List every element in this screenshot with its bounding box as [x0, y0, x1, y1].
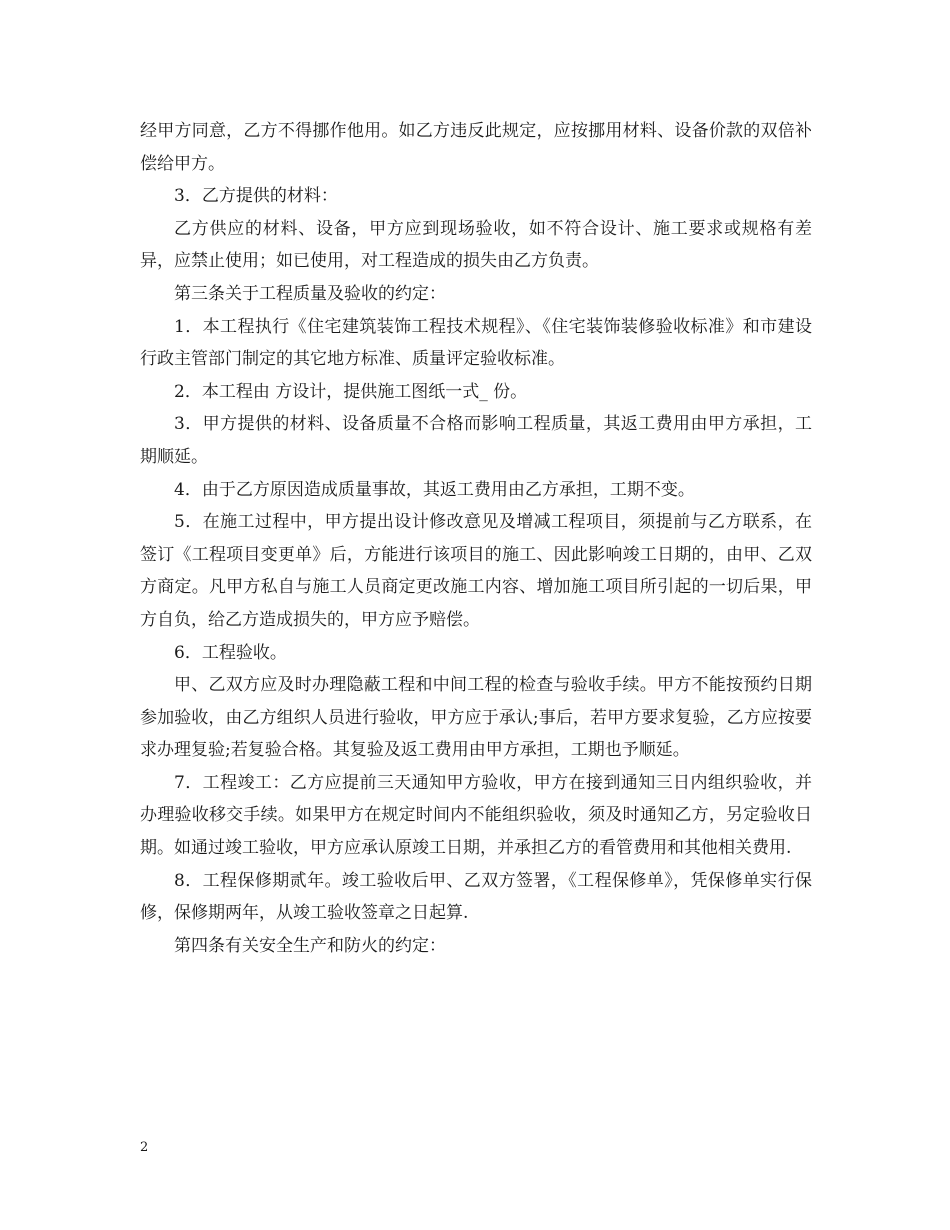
paragraph-8: 4．由于乙方原因造成质量事故，其返工费用由乙方承担，工期不变。 — [174, 479, 695, 500]
paragraph-14: 第四条有关安全生产和防火的约定： — [174, 935, 446, 956]
paragraph-13: 8．工程保修期贰年。竣工验收后甲、乙双方签署，《工程保修单》，凭保修单实行保修，保修期两年，从竣工验收签章之日起算. — [140, 870, 812, 924]
paragraph-10: 6．工程验收。 — [174, 642, 287, 663]
paragraph-2: 3．乙方提供的材料： — [174, 186, 338, 207]
paragraph-12: 7．工程竣工：乙方应提前三天通知甲方验收，甲方在接到通知三日内组织验收，并办理验收移交手续。如果甲方在规定时间内不能组织验收，须及时通知乙方，另定验收日期。如通过竣工验收，甲方应承认原竣工日期，并承担乙方的看管费用和其他相关费用. — [140, 772, 812, 859]
paragraph-11: 甲、乙双方应及时办理隐蔽工程和中间工程的检查与验收手续。甲方不能按预约日期参加验收，由乙方组织人员进行验收，甲方应于承认;事后，若甲方要求复验，乙方应按要求办理复验;若复验合格。其复验及返工费用由甲方承担，工期也予顺延。 — [140, 675, 812, 761]
paragraph-6: 2．本工程由 方设计，提供施工图纸一式_ 份。 — [174, 381, 528, 402]
page-number: 2 — [140, 1140, 149, 1155]
paragraph-4: 第三条关于工程质量及验收的约定： — [174, 283, 446, 304]
paragraph-9: 5．在施工过程中，甲方提出设计修改意见及增减工程项目，须提前与乙方联系，在签订《工程项目变更单》后，方能进行该项目的施工、因此影响竣工日期的，由甲、乙双方商定。凡甲方私自与施工人员商定更改施工内容、增加施工项目所引起的一切后果，甲方自负，给乙方造成损失的，甲方应予赔偿。 — [140, 512, 812, 630]
paragraph-7: 3．甲方提供的材料、设备质量不合格而影响工程质量，其返工费用由甲方承担，工期顺延。 — [140, 414, 812, 467]
paragraph-1: 经甲方同意，乙方不得挪作他用。如乙方违反此规定，应按挪用材料、设备价款的双倍补偿给甲方。 — [140, 121, 812, 174]
paragraph-3: 乙方供应的材料、设备，甲方应到现场验收，如不符合设计、施工要求或规格有差异，应禁止使用；如已使用，对工程造成的损失由乙方负责。 — [140, 218, 812, 272]
paragraph-5: 1．本工程执行《住宅建筑装饰工程技术规程》、《住宅装饰装修验收标准》和市建设行政主管部门制定的其它地方标准、质量评定验收标准。 — [140, 316, 812, 370]
document-body — [140, 115, 812, 962]
